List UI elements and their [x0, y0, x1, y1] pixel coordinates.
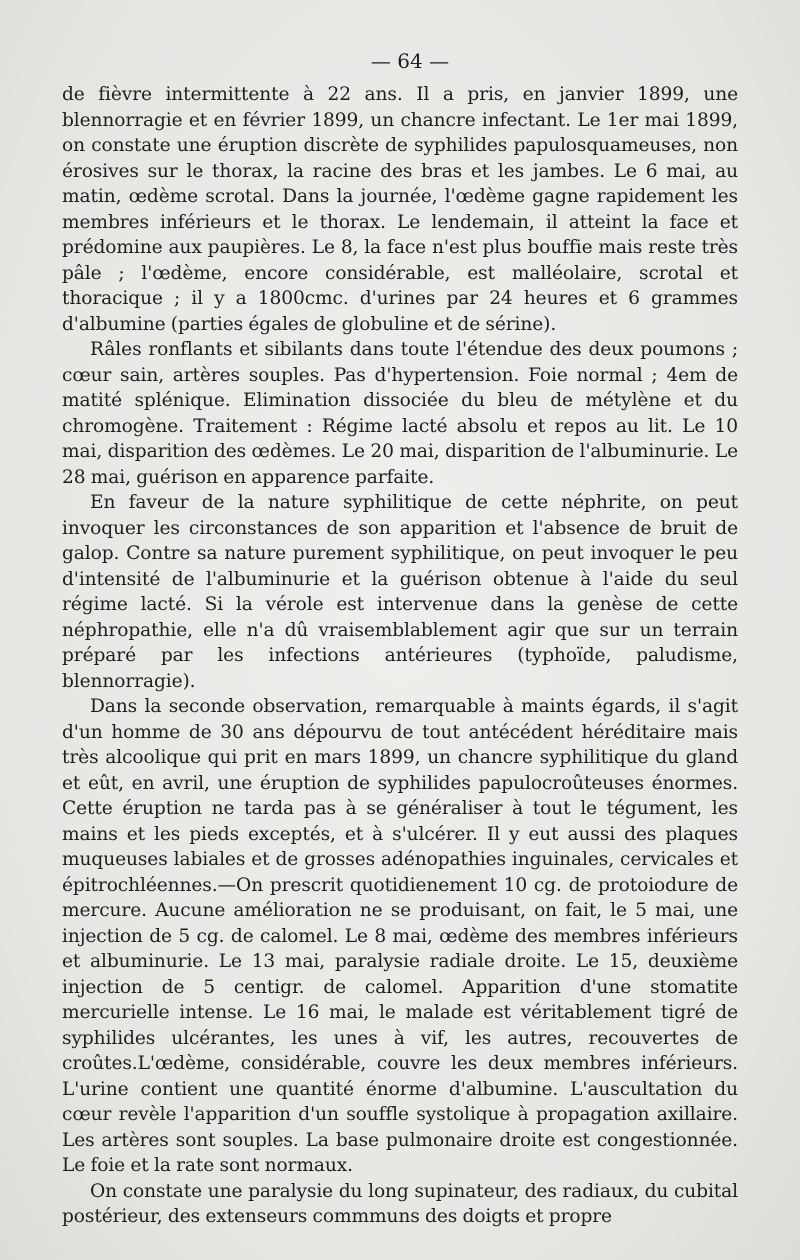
paragraph-second-observation: Dans la seconde observation, remarquable à maints égards, il s'agit d'un homme de 30 ans dépourvu de tout antécédent héréditaire mais très alcoolique qui prit en mars 1899, un chancre syphilitique du gland et eût, en avril, une éruption de syphilides papulocroûteuses énormes. Cette éruption ne tarda pas à se généraliser à tout le tégument, les mains et les pieds exceptés, et à s'ulcérer. Il y eut aussi des plaques muqueuses labiales et de grosses adénopathies inguinales, cervicales et épitrochléennes.—On prescrit quotidienement 10 cg. de protoiodure de mercure. Aucune amélioration ne se produisant, on fait, le 5 mai, une injection de 5 cg. de calomel. Le 8 mai, œdème des membres inférieurs et albuminurie. Le 13 mai, paralysie radiale droite. Le 15, deuxième injection de 5 centigr. de calomel. Apparition d'une stomatite mercurielle intense. Le 16 mai, le malade est véritablement tigré de syphilides ulcérantes, les unes à vif, les autres, recouvertes de croûtes.L'œdème, considérable, couvre les deux membres inférieurs. L'urine contient une quantité énorme d'albumine. L'auscultation du cœur revèle l'apparition d'un souffle systolique à propagation axillaire. Les artères sont souples. La base pulmonaire droite est congestionnée. Le foie et la rate sont normaux.	[62, 696, 738, 1176]
body-text	[62, 82, 738, 1230]
paragraph-discussion: En faveur de la nature syphilitique de cette néphrite, on peut invoquer les circonstances de son apparition et l'absence de bruit de galop. Contre sa nature purement syphilitique, on peut invoquer le peu d'intensité de l'albuminurie et la guérison obtenue à l'aide du seul régime lacté. Si la vérole est intervenue dans la genèse de cette néphropathie, elle n'a dû vraisemblablement agir que sur un terrain préparé par les infections antérieures (typhoïde, paludisme, blennorragie).	[62, 492, 738, 692]
page-number: — 64 —	[370, 49, 450, 73]
paragraph-paralysis: On constate une paralysie du long supinateur, des radiaux, du cubital postérieur, des extenseurs commmuns des doigts et propre	[62, 1180, 738, 1227]
paragraph-clinical-findings: Râles ronflants et sibilants dans toute l'étendue des deux poumons ; cœur sain, artères souples. Pas d'hypertension. Foie normal ; 4em de matité splénique. Elimination dissociée du bleu de métylène et du chromogène. Traitement : Régime lacté absolu et repos au lit. Le 10 mai, disparition des œdèmes. Le 20 mai, disparition de l'albuminurie. Le 28 mai, guérison en apparence parfaite.	[62, 339, 738, 488]
paragraph-continuation: de fièvre intermittente à 22 ans. Il a pris, en janvier 1899, une blennorragie et en février 1899, un chancre infectant. Le 1er mai 1899, on constate une éruption discrète de syphilides papulosquameuses, non érosives sur le thorax, la racine des bras et les jambes. Le 6 mai, au matin, œdème scrotal. Dans la journée, l'œdème gagne rapidement les membres inférieurs et le thorax. Le lendemain, il atteint la face et prédomine aux paupières. Le 8, la face n'est plus bouffie mais reste très pâle ; l'œdème, encore considérable, est malléolaire, scrotal et thoracique ; il y a 1800cmc. d'urines par 24 heures et 6 grammes d'albumine (parties égales de globuline et de sérine).	[62, 84, 738, 335]
